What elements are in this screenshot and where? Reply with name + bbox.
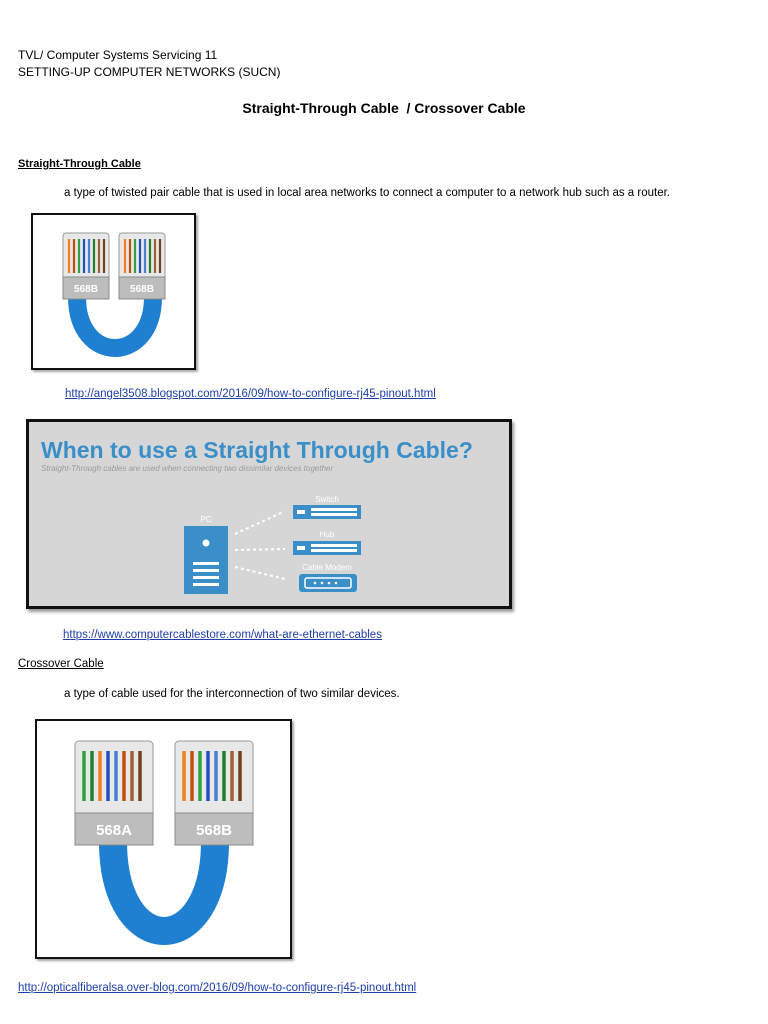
- diagram-subtitle: Straight-Through cables are used when connecting two dissimilar devices together: [41, 464, 334, 473]
- page-title: Straight-Through Cable / Crossover Cable: [242, 100, 526, 116]
- ethernet-cables-link[interactable]: https://www.computercablestore.com/what-are-ethernet-cables: [63, 629, 382, 641]
- crossover-heading: Crossover Cable: [18, 658, 104, 670]
- crossover-source-link[interactable]: http://opticalfiberalsa.over-blog.com/2016/09/how-to-configure-rj45-pinout.html: [18, 982, 417, 994]
- crossover-right-connector-label: 568B: [196, 822, 232, 839]
- crossover-description: a type of cable used for the interconnection of two similar devices.: [64, 688, 400, 700]
- course-title: TVL/ Computer Systems Servicing 11: [18, 48, 218, 62]
- pc-label: PC: [200, 515, 212, 524]
- right-connector-label: 568B: [130, 284, 154, 295]
- straight-through-description: a type of twisted pair cable that is used in local area networks to connect a computer to a network hub such as a router.: [64, 187, 671, 199]
- straight-through-source-link[interactable]: http://angel3508.blogspot.com/2016/09/how-to-configure-rj45-pinout.html: [65, 388, 436, 400]
- hub-icon: [293, 541, 361, 555]
- hub-label: Hub: [319, 530, 335, 539]
- switch-icon: [293, 505, 361, 519]
- straight-through-heading: Straight-Through Cable: [18, 158, 141, 170]
- switch-label: Switch: [315, 495, 339, 504]
- straight-through-usage-diagram: [26, 419, 512, 609]
- crossover-cable-image: [35, 719, 292, 959]
- module-title: SETTING-UP COMPUTER NETWORKS (SUCN): [18, 65, 281, 79]
- cable-modem-label: Cable Modem: [302, 563, 352, 572]
- straight-through-cable-image: [31, 213, 196, 370]
- diagram-title: When to use a Straight Through Cable?: [41, 437, 473, 463]
- cable-modem-icon: [299, 574, 357, 592]
- pc-icon: [184, 526, 228, 594]
- left-connector-label: 568B: [74, 284, 98, 295]
- crossover-left-connector-label: 568A: [96, 822, 132, 839]
